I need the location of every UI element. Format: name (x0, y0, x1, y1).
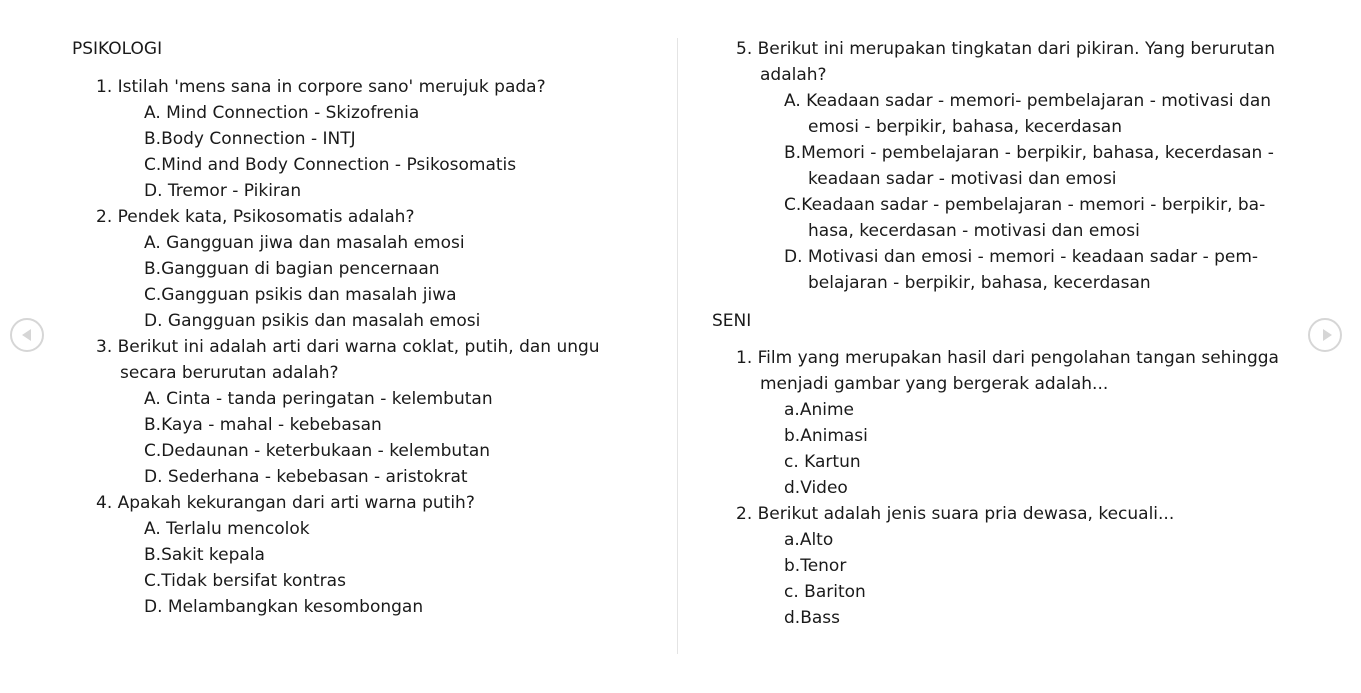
option-line1: A. Keadaan sadar - memori- pembelajaran - motivasi dan (784, 91, 1272, 111)
question-2 (96, 204, 414, 230)
option-d: D. Sederhana - kebebasan - aristokrat (144, 467, 468, 487)
option-a: a.Anime (784, 400, 854, 420)
chevron-right-icon (1323, 329, 1332, 341)
option-b: B.Body Connection - INTJ (144, 129, 356, 149)
option-d: d.Bass (784, 608, 840, 628)
option-c: C.Dedaunan - keterbukaan - kelembutan (144, 441, 491, 461)
question-text-line1: 5. Berikut ini merupakan tingkatan dari pikiran. Yang berurutan (736, 39, 1276, 59)
option-c: C.Mind and Body Connection - Psikosomatis (144, 155, 517, 175)
options-seni-q2 (784, 527, 866, 631)
section-heading-seni: SENI (712, 311, 752, 331)
option-c: c. Bariton (784, 582, 866, 602)
option-c (784, 192, 1274, 244)
question-3 (96, 334, 600, 386)
question-5 (736, 36, 1275, 88)
seni-question-2 (736, 501, 1174, 527)
option-a: A. Terlalu mencolok (144, 519, 310, 539)
option-line2: belajaran - berpikir, bahasa, kecerdasan (808, 273, 1151, 293)
option-a: A. Gangguan jiwa dan masalah emosi (144, 233, 465, 253)
question-text-line2: secara berurutan adalah? (120, 363, 339, 383)
question-text-line2: adalah? (760, 65, 827, 85)
option-c: C.Tidak bersifat kontras (144, 571, 346, 591)
option-a: A. Cinta - tanda peringatan - kelembutan (144, 389, 493, 409)
option-line1: C.Keadaan sadar - pembelajaran - memori - berpikir, ba- (784, 195, 1266, 215)
left-page (0, 0, 650, 693)
question-text-line2: menjadi gambar yang bergerak adalah... (760, 374, 1109, 394)
option-c: c. Kartun (784, 452, 861, 472)
option-line2: hasa, kecerdasan - motivasi dan emosi (808, 221, 1140, 241)
section-heading-psikologi: PSIKOLOGI (72, 39, 163, 59)
option-b: b.Animasi (784, 426, 868, 446)
option-b: B.Gangguan di bagian pencernaan (144, 259, 440, 279)
right-page (678, 0, 1328, 693)
question-text: 1. Istilah 'mens sana in corpore sano' merujuk pada? (96, 77, 546, 97)
option-d (784, 244, 1274, 296)
option-a: A. Mind Connection - Skizofrenia (144, 103, 420, 123)
question-text: 2. Berikut adalah jenis suara pria dewasa, kecuali... (736, 504, 1175, 524)
options-seni-q1 (784, 397, 868, 501)
option-b: B.Sakit kepala (144, 545, 265, 565)
option-a (784, 88, 1274, 140)
options-q5 (784, 88, 1274, 296)
question-1 (96, 74, 546, 100)
chevron-left-icon (22, 329, 31, 341)
option-d: D. Melambangkan kesombongan (144, 597, 424, 617)
question-text (96, 334, 600, 386)
option-line2: emosi - berpikir, bahasa, kecerdasan (808, 117, 1122, 137)
options-q2 (144, 230, 480, 334)
options-q3 (144, 386, 493, 490)
option-b: b.Tenor (784, 556, 847, 576)
option-a: a.Alto (784, 530, 834, 550)
option-line1: D. Motivasi dan emosi - memori - keadaan sadar - pem- (784, 247, 1259, 267)
seni-question-1 (736, 345, 1279, 397)
options-q1 (144, 100, 516, 204)
question-text (736, 36, 1275, 88)
previous-page-button[interactable] (10, 318, 44, 352)
option-b (784, 140, 1274, 192)
option-d: D. Gangguan psikis dan masalah emosi (144, 311, 481, 331)
options-q4 (144, 516, 423, 620)
option-d: d.Video (784, 478, 848, 498)
next-page-button[interactable] (1308, 318, 1342, 352)
option-line1: B.Memori - pembelajaran - berpikir, bahasa, kecerdasan - (784, 143, 1274, 163)
option-c: C.Gangguan psikis dan masalah jiwa (144, 285, 457, 305)
question-text-line1: 3. Berikut ini adalah arti dari warna coklat, putih, dan ungu (96, 337, 600, 357)
option-line2: keadaan sadar - motivasi dan emosi (808, 169, 1117, 189)
question-text: 4. Apakah kekurangan dari arti warna putih? (96, 493, 475, 513)
option-d: D. Tremor - Pikiran (144, 181, 302, 201)
question-4 (96, 490, 475, 516)
option-b: B.Kaya - mahal - kebebasan (144, 415, 382, 435)
question-text-line1: 1. Film yang merupakan hasil dari pengolahan tangan sehingga (736, 348, 1279, 368)
question-text (736, 345, 1279, 397)
question-text: 2. Pendek kata, Psikosomatis adalah? (96, 207, 415, 227)
